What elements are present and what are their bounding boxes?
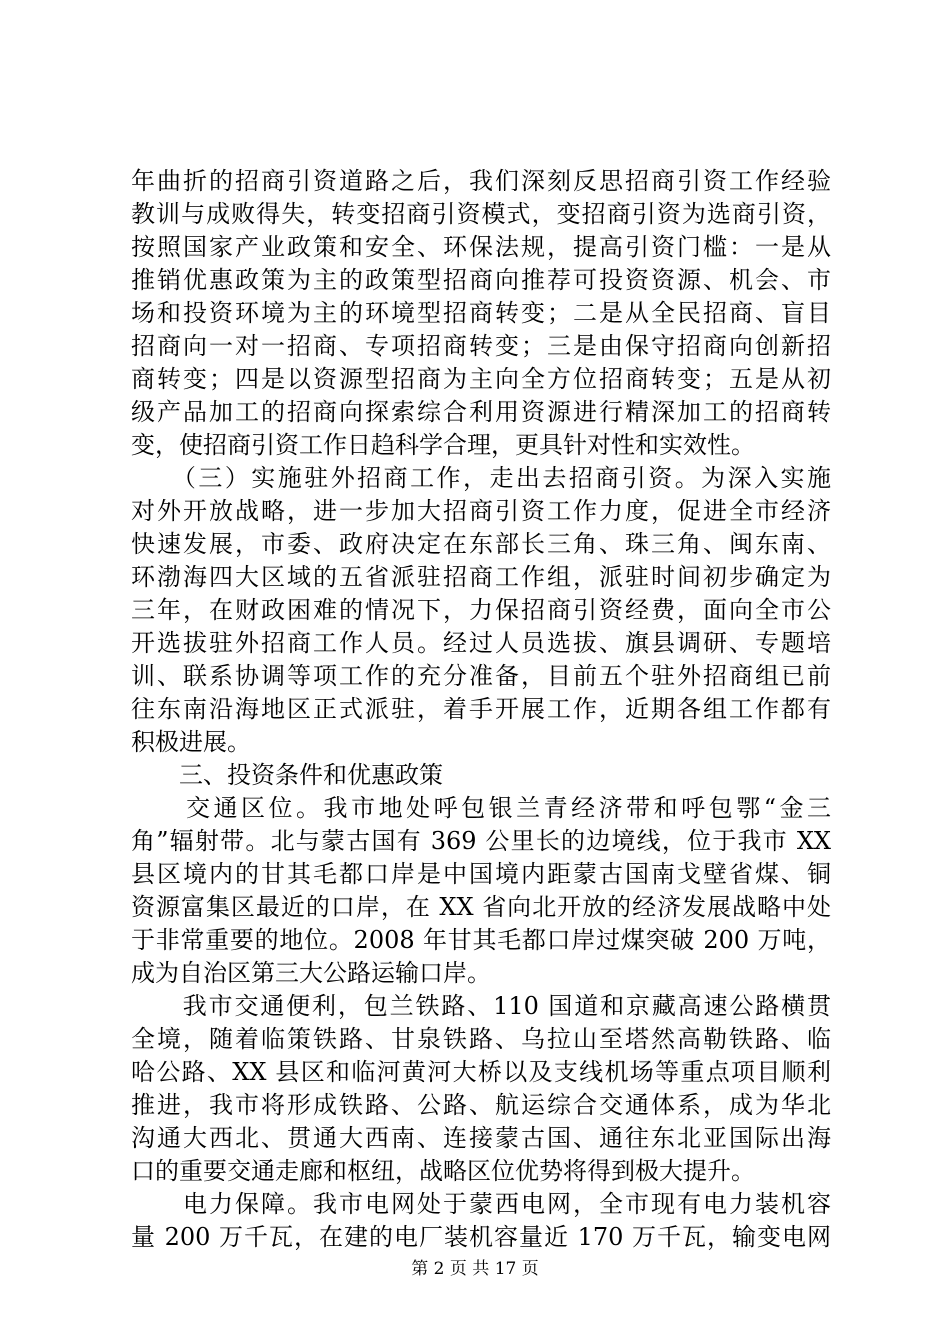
text-line: 对外开放战略，进一步加大招商引资工作力度，促进全市经济 (131, 497, 831, 525)
text-line: 角”辐射带。北与蒙古国有 369 公里长的边境线，位于我市 XX (131, 827, 831, 855)
text-line: 县区境内的甘其毛都口岸是中国境内距蒙古国南戈壁省煤、铜 (131, 860, 831, 888)
text-line: 积极进展。 (131, 728, 251, 756)
text-line: 年曲折的招商引资道路之后，我们深刻反思招商引资工作经验 (131, 167, 831, 195)
text-line: （三）实施驻外招商工作，走出去招商引资。为深入实施 (131, 464, 831, 492)
text-line: 交通区位。我市地处呼包银兰青经济带和呼包鄂“金三 (131, 794, 831, 822)
page-footer: 第 2 页 共 17 页 (411, 1259, 539, 1279)
text-line: 按照国家产业政策和安全、环保法规，提高引资门槛：一是从 (131, 233, 831, 261)
text-line: 我市交通便利，包兰铁路、110 国道和京藏高速公路横贯 (131, 992, 831, 1020)
text-line: 教训与成败得失，转变招商引资模式，变招商引资为选商引资， (131, 200, 831, 228)
text-line: 三、投资条件和优惠政策 (131, 761, 443, 789)
text-line: 往东南沿海地区正式派驻，着手开展工作，近期各组工作都有 (131, 695, 831, 723)
text-line: 成为自治区第三大公路运输口岸。 (131, 959, 491, 987)
text-line: 三年，在财政困难的情况下，力保招商引资经费，面向全市公 (131, 596, 831, 624)
text-line: 场和投资环境为主的环境型招商转变；二是从全民招商、盲目 (131, 299, 831, 327)
text-line: 口的重要交通走廊和枢纽，战略区位优势将得到极大提升。 (131, 1157, 755, 1185)
text-line: 沟通大西北、贯通大西南、连接蒙古国、通往东北亚国际出海 (131, 1124, 831, 1152)
text-line: 训、联系协调等项工作的充分准备，目前五个驻外招商组已前 (131, 662, 831, 690)
text-line: 级产品加工的招商向探索综合利用资源进行精深加工的招商转 (131, 398, 831, 426)
text-line: 于非常重要的地位。2008 年甘其毛都口岸过煤突破 200 万吨， (131, 926, 831, 954)
text-line: 推销优惠政策为主的政策型招商向推荐可投资资源、机会、市 (131, 266, 831, 294)
text-line: 量 200 万千瓦，在建的电厂装机容量近 170 万千瓦，输变电网 (131, 1223, 831, 1251)
text-line: 哈公路、XX 县区和临河黄河大桥以及支线机场等重点项目顺利 (131, 1058, 831, 1086)
text-line: 环渤海四大区域的五省派驻招商工作组，派驻时间初步确定为 (131, 563, 831, 591)
text-line: 推进，我市将形成铁路、公路、航运综合交通体系，成为华北 (131, 1091, 831, 1119)
text-line: 电力保障。我市电网处于蒙西电网，全市现有电力装机容 (131, 1190, 831, 1218)
text-line: 开选拔驻外招商工作人员。经过人员选拔、旗县调研、专题培 (131, 629, 831, 657)
text-line: 商转变；四是以资源型招商为主向全方位招商转变；五是从初 (131, 365, 831, 393)
text-line: 快速发展，市委、政府决定在东部长三角、珠三角、闽东南、 (131, 530, 831, 558)
text-line: 全境，随着临策铁路、甘泉铁路、乌拉山至塔然高勒铁路、临 (131, 1025, 831, 1053)
text-line: 招商向一对一招商、专项招商转变；三是由保守招商向创新招 (131, 332, 831, 360)
text-line: 资源富集区最近的口岸，在 XX 省向北开放的经济发展战略中处 (131, 893, 831, 921)
document-body (131, 165, 831, 1254)
text-line: 变，使招商引资工作日趋科学合理，更具针对性和实效性。 (131, 431, 755, 459)
